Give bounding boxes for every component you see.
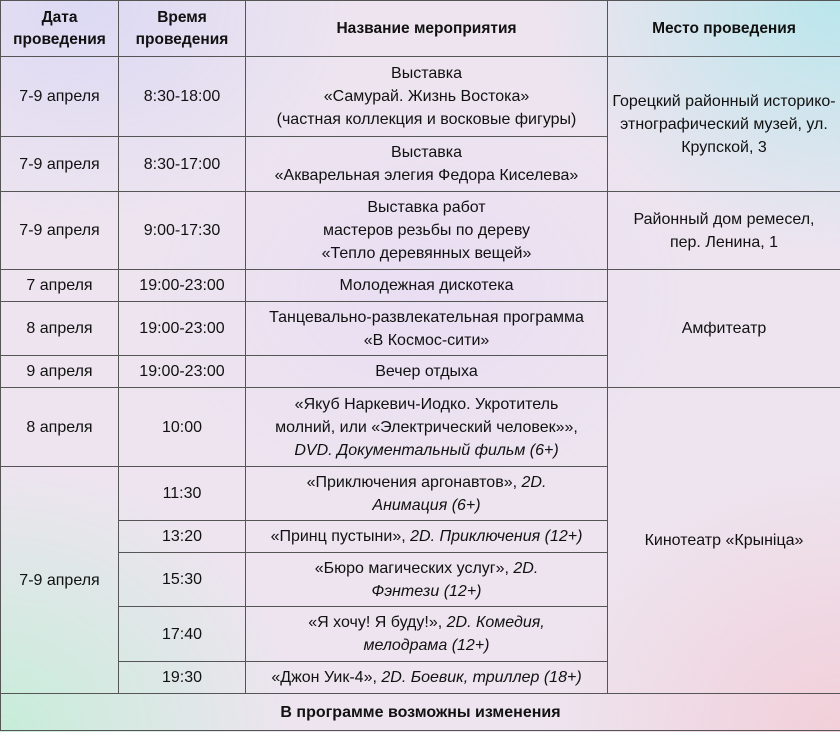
event-date: 9 апреля — [1, 356, 119, 388]
event-title — [246, 192, 608, 270]
event-title — [246, 302, 608, 356]
event-title — [246, 662, 608, 694]
event-time: 9:00-17:30 — [119, 192, 246, 270]
event-line: «Акварельная элегия Федора Киселева» — [274, 167, 579, 184]
table-row — [1, 192, 840, 270]
event-time: 8:30-17:00 — [119, 137, 246, 192]
event-time: 19:00-23:00 — [119, 356, 246, 388]
venue-amphitheatre: Амфитеатр — [608, 270, 840, 388]
event-line: Выставка — [391, 144, 462, 161]
film-title: «Я хочу! Я буду!», — [308, 614, 447, 631]
event-time: 10:00 — [119, 388, 246, 467]
footer-note: В программе возможны изменения — [1, 694, 840, 731]
event-time: 19:00-23:00 — [119, 302, 246, 356]
event-title: Вечер отдыха — [246, 356, 608, 388]
event-date: 7-9 апреля — [1, 57, 119, 137]
film-title: «Бюро магических услуг», — [314, 559, 514, 577]
event-line: «Якуб Наркевич-Иодко. Укротитель — [294, 395, 559, 413]
event-line: Танцевально-развлекательная программа — [269, 308, 584, 326]
film-title: «Приключения аргонавтов», — [306, 473, 522, 491]
event-date: 7-9 апреля — [1, 467, 119, 694]
event-time: 13:20 — [119, 521, 246, 553]
event-time: 19:00-23:00 — [119, 270, 246, 302]
header-row — [1, 1, 840, 57]
event-line: Выставка работ — [367, 199, 486, 216]
event-time: 15:30 — [119, 553, 246, 607]
event-genre: 2D. Комедия, мелодрама (12+) — [363, 614, 545, 654]
event-line: молний, или «Электрический человек»», — [275, 418, 578, 436]
table-row — [1, 388, 840, 467]
event-genre: 2D. Анимация (6+) — [372, 473, 547, 514]
event-line: «В Космос-сити» — [363, 331, 490, 349]
event-date: 7 апреля — [1, 270, 119, 302]
table-row — [1, 57, 840, 137]
header-venue: Место проведения — [608, 1, 840, 57]
event-date: 7-9 апреля — [1, 137, 119, 192]
event-title: Молодежная дискотека — [246, 270, 608, 302]
event-genre: DVD. Документальный фильм (6+) — [294, 441, 559, 459]
event-date: 8 апреля — [1, 302, 119, 356]
event-title — [246, 553, 608, 607]
event-title — [246, 388, 608, 467]
event-line: «Самурай. Жизнь Востока» — [323, 88, 530, 105]
header-date: Дата проведения — [1, 1, 119, 57]
film-title: «Джон Уик-4», — [271, 669, 382, 686]
event-time: 8:30-18:00 — [119, 57, 246, 137]
venue-crafts: Районный дом ремесел, пер. Ленина, 1 — [608, 192, 840, 270]
header-time: Время проведения — [119, 1, 246, 57]
event-title — [246, 57, 608, 137]
event-title — [246, 467, 608, 521]
event-title — [246, 137, 608, 192]
event-genre: 2D. Боевик, триллер (18+) — [381, 669, 582, 686]
table-row — [1, 270, 840, 302]
event-date: 8 апреля — [1, 388, 119, 467]
header-event: Название мероприятия — [246, 1, 608, 57]
footer-row — [1, 694, 840, 731]
event-time: 17:40 — [119, 607, 246, 662]
event-title — [246, 607, 608, 662]
venue-museum: Горецкий районный историко-этнографический музей, ул. Крупской, 3 — [608, 57, 840, 192]
event-time: 11:30 — [119, 467, 246, 521]
event-time: 19:30 — [119, 662, 246, 694]
event-genre: 2D. Фэнтези (12+) — [371, 559, 539, 600]
event-title — [246, 521, 608, 553]
film-title: «Принц пустыни», — [270, 528, 411, 545]
event-genre: 2D. Приключения (12+) — [410, 528, 583, 545]
event-line: (частная коллекция и восковые фигуры) — [276, 111, 577, 128]
venue-cinema: Кинотеатр «Крыніца» — [608, 388, 840, 694]
event-line: «Тепло деревянных вещей» — [321, 245, 532, 262]
event-line: мастеров резьбы по дереву — [322, 222, 531, 239]
event-date: 7-9 апреля — [1, 192, 119, 270]
event-line: Выставка — [391, 65, 462, 82]
